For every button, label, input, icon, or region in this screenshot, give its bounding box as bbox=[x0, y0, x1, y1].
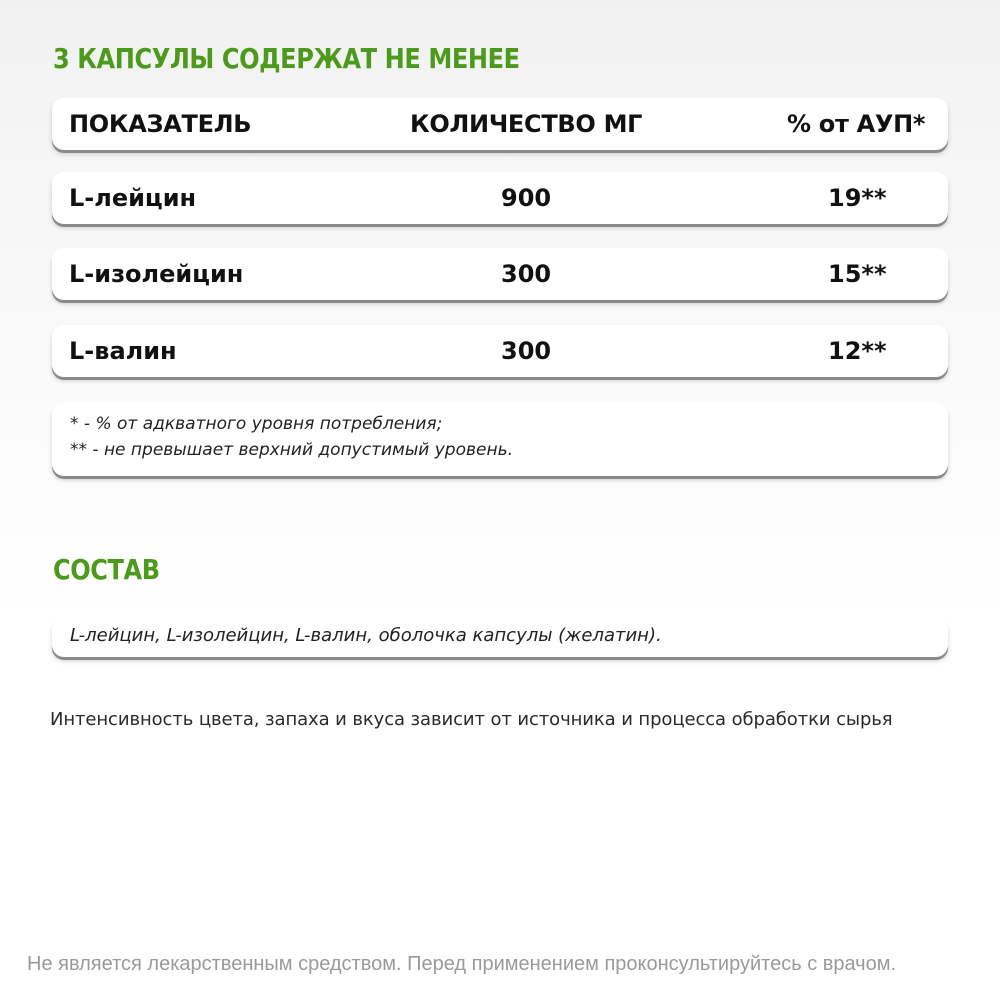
medical-disclaimer: Не является лекарственным средством. Перед применением проконсультируйтесь с врачом. bbox=[27, 953, 897, 975]
composition-box bbox=[52, 619, 948, 657]
column-header-percent: % от АУП* bbox=[787, 110, 926, 138]
row-amount: 300 bbox=[501, 260, 552, 288]
footnotes bbox=[52, 402, 948, 476]
column-header-indicator: ПОКАЗАТЕЛЬ bbox=[69, 110, 252, 138]
footnote-upper-limit: ** - не превышает верхний допустимый уровень. bbox=[70, 440, 514, 460]
row-percent: 15** bbox=[828, 260, 887, 288]
table-header bbox=[52, 98, 948, 150]
color-taste-note: Интенсивность цвета, запаха и вкуса зависит от источника и процесса обработки сырья bbox=[50, 709, 893, 730]
row-percent: 12** bbox=[828, 337, 887, 365]
row-percent: 19** bbox=[828, 184, 887, 212]
table-row bbox=[52, 325, 948, 377]
row-amount: 300 bbox=[501, 337, 552, 365]
row-name: L-изолейцин bbox=[69, 260, 244, 288]
footnote-aup: * - % от адкватного уровня потребления; bbox=[70, 414, 443, 434]
row-amount: 900 bbox=[501, 184, 552, 212]
table-row bbox=[52, 172, 948, 224]
row-name: L-валин bbox=[69, 337, 177, 365]
nutrition-title: 3 КАПСУЛЫ СОДЕРЖАТ НЕ МЕНЕЕ bbox=[53, 42, 520, 75]
composition-title: СОСТАВ bbox=[53, 553, 160, 586]
table-row bbox=[52, 248, 948, 300]
column-header-amount: КОЛИЧЕСТВО МГ bbox=[410, 110, 643, 138]
row-name: L-лейцин bbox=[69, 184, 197, 212]
composition-text: L-лейцин, L-изолейцин, L-валин, оболочка капсулы (желатин). bbox=[70, 625, 662, 646]
